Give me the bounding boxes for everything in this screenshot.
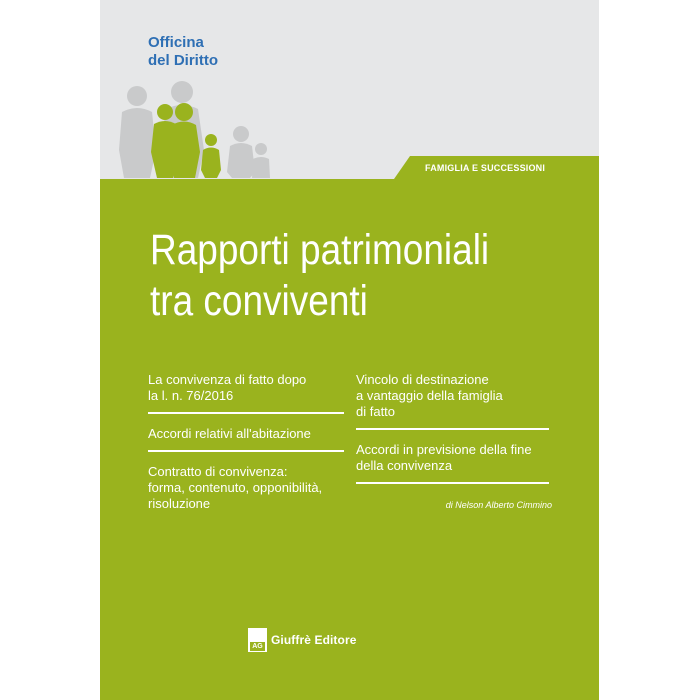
topic-line: risoluzione [148,496,211,511]
category-label: FAMIGLIA E SUCCESSIONI [425,163,546,173]
topic-item [148,368,344,410]
topic-item [356,368,549,426]
topic-line: Accordi relativi all'abitazione [148,426,311,441]
topic-divider [356,428,549,430]
topic-line: della convivenza [356,458,453,473]
book-cover [100,0,599,700]
family-silhouette-icon [100,0,599,180]
publisher-block [248,628,357,652]
topic-divider [148,450,344,452]
topic-item [148,422,344,448]
book-title [150,225,489,327]
series-line-2: del Diritto [148,52,218,69]
publisher-logo-text: AG [250,642,265,651]
topic-item [356,438,549,480]
topic-line: La convivenza di fatto dopo [148,372,307,387]
topic-line: a vantaggio della famiglia [356,388,503,403]
topic-line: Contratto di convivenza: [148,464,288,479]
publisher-name: Giuffrè Editore [271,633,357,647]
topics-left-column [148,368,344,518]
topic-divider [148,412,344,414]
series-line-1: Officina [148,34,204,51]
publisher-logo-icon [248,628,267,652]
topic-line: forma, contenuto, opponibilità, [148,480,323,495]
title-line-1: Rapporti patrimoniali [150,226,490,274]
topic-line: Accordi in previsione della fine [356,442,532,457]
topic-item [148,460,344,518]
author-credit: di Nelson Alberto Cimmino [445,500,552,510]
topic-line: Vincolo di destinazione [356,372,489,387]
topic-line: la l. n. 76/2016 [148,388,234,403]
topic-divider [356,482,549,484]
title-line-2: tra conviventi [150,277,368,325]
topic-line: di fatto [356,404,396,419]
topics-right-column [356,368,549,492]
